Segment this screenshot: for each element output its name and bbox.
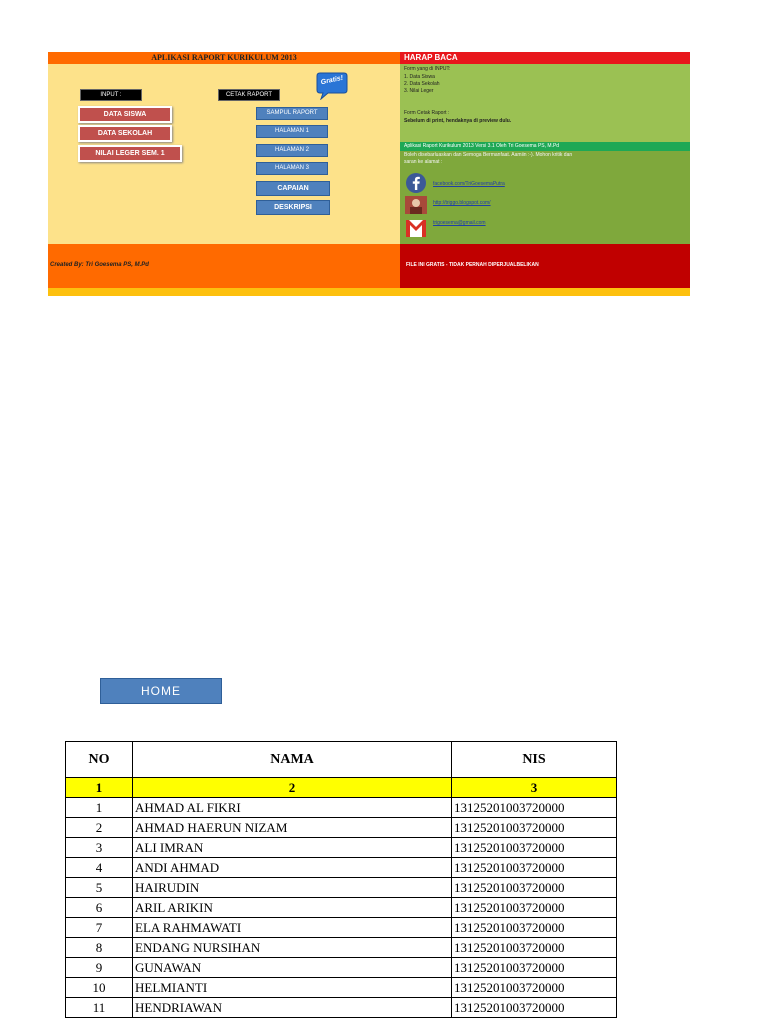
- cetak-raport-label: CETAK RAPORT: [218, 89, 280, 101]
- row-nama-cell: GUNAWAN: [133, 958, 452, 978]
- cetak-intro: Form Cetak Raport :: [404, 110, 450, 116]
- data-siswa-button[interactable]: DATA SISWA: [78, 106, 172, 123]
- gmail-icon[interactable]: [405, 217, 427, 237]
- numbering-cell: 1: [66, 778, 133, 798]
- table-row[interactable]: [66, 878, 617, 898]
- row-nama-cell: AHMAD HAERUN NIZAM: [133, 818, 452, 838]
- bottom-strip: [48, 288, 690, 296]
- row-no-cell: 2: [66, 818, 133, 838]
- row-nis-cell: 13125201003720000: [452, 998, 617, 1018]
- data-sekolah-button[interactable]: DATA SEKOLAH: [78, 125, 172, 142]
- table-row[interactable]: [66, 898, 617, 918]
- version-text: Aplikasi Raport Kurikulum 2013 Versi 3.1 Oleh Tri Goesema PS, M.Pd: [404, 143, 560, 149]
- blog-link[interactable]: http://triggo.blogspot.com/: [433, 200, 491, 206]
- info-panel-top: [400, 64, 690, 142]
- input-item-1: 1. Data Siswa: [404, 74, 435, 80]
- row-no-cell: 11: [66, 998, 133, 1018]
- row-no-cell: 5: [66, 878, 133, 898]
- halaman-2-button[interactable]: HALAMAN 2: [256, 144, 328, 157]
- numbering-cell: 2: [133, 778, 452, 798]
- row-nama-cell: HENDRIAWAN: [133, 998, 452, 1018]
- table-row[interactable]: [66, 978, 617, 998]
- row-no-cell: 8: [66, 938, 133, 958]
- row-no-cell: 7: [66, 918, 133, 938]
- input-item-2: 2. Data Sekolah: [404, 81, 440, 87]
- row-nis-cell: 13125201003720000: [452, 958, 617, 978]
- table-row[interactable]: [66, 918, 617, 938]
- table-row[interactable]: [66, 938, 617, 958]
- row-no-cell: 10: [66, 978, 133, 998]
- row-nis-cell: 13125201003720000: [452, 858, 617, 878]
- row-no-cell: 1: [66, 798, 133, 818]
- row-nama-cell: ENDANG NURSIHAN: [133, 938, 452, 958]
- row-nis-cell: 13125201003720000: [452, 798, 617, 818]
- gratis-icon: [314, 72, 348, 105]
- row-nis-cell: 13125201003720000: [452, 818, 617, 838]
- numbering-cell: 3: [452, 778, 617, 798]
- row-nis-cell: 13125201003720000: [452, 878, 617, 898]
- column-header-nis: NIS: [452, 742, 617, 778]
- facebook-link[interactable]: facebook.com/TriGoesemaPutra: [433, 181, 505, 187]
- share-line-2: saran ke alamat :: [404, 159, 443, 165]
- input-label: INPUT :: [80, 89, 142, 101]
- input-item-3: 3. Nilai Leger: [404, 88, 434, 94]
- table-row[interactable]: [66, 838, 617, 858]
- email-link[interactable]: trigoesema@gmail.com: [433, 220, 486, 226]
- facebook-icon[interactable]: [405, 172, 427, 192]
- capaian-button[interactable]: CAPAIAN: [256, 181, 330, 196]
- table-row[interactable]: [66, 998, 617, 1018]
- app-title: APLIKASI RAPORT KURIKULUM 2013: [151, 53, 297, 62]
- deskripsi-button[interactable]: DESKRIPSI: [256, 200, 330, 215]
- cetak-note: Sebelum di print, hendaknya di preview dulu.: [404, 118, 512, 124]
- table-row[interactable]: [66, 818, 617, 838]
- row-nis-cell: 13125201003720000: [452, 838, 617, 858]
- created-by-text: Created By: Tri Goesema PS, M.Pd: [50, 262, 149, 268]
- row-nama-cell: ELA RAHMAWATI: [133, 918, 452, 938]
- student-table: [65, 741, 617, 1018]
- row-no-cell: 3: [66, 838, 133, 858]
- harap-baca-label: HARAP BACA: [404, 53, 458, 62]
- row-nama-cell: HELMIANTI: [133, 978, 452, 998]
- column-header-nama: NAMA: [133, 742, 452, 778]
- row-nama-cell: ARIL ARIKIN: [133, 898, 452, 918]
- row-nis-cell: 13125201003720000: [452, 938, 617, 958]
- column-header-no: NO: [66, 742, 133, 778]
- nilai-leger-button[interactable]: NILAI LEGER SEM. 1: [78, 145, 182, 162]
- sampul-raport-button[interactable]: SAMPUL RAPORT: [256, 107, 328, 120]
- home-button[interactable]: HOME: [100, 678, 222, 704]
- table-row[interactable]: [66, 958, 617, 978]
- row-nis-cell: 13125201003720000: [452, 898, 617, 918]
- numbering-row: [66, 778, 617, 798]
- row-nis-cell: 13125201003720000: [452, 978, 617, 998]
- row-nis-cell: 13125201003720000: [452, 918, 617, 938]
- gratis-note: FILE INI GRATIS - TIDAK PERNAH DIPERJUALBELIKAN: [406, 262, 539, 268]
- row-nama-cell: ALI IMRAN: [133, 838, 452, 858]
- row-nama-cell: AHMAD AL FIKRI: [133, 798, 452, 818]
- table-row[interactable]: [66, 858, 617, 878]
- row-no-cell: 9: [66, 958, 133, 978]
- row-nama-cell: ANDI AHMAD: [133, 858, 452, 878]
- gratis-text: Gratis!: [320, 74, 344, 87]
- share-line-1: Boleh disebarluaskan dan Semoga Bermanfaat. Aamiin :-). Mohon kritik dan: [404, 152, 573, 158]
- row-no-cell: 4: [66, 858, 133, 878]
- row-nama-cell: HAIRUDIN: [133, 878, 452, 898]
- table-row[interactable]: [66, 798, 617, 818]
- blog-avatar-icon[interactable]: [405, 196, 427, 216]
- halaman-1-button[interactable]: HALAMAN 1: [256, 125, 328, 138]
- row-no-cell: 6: [66, 898, 133, 918]
- halaman-3-button[interactable]: HALAMAN 3: [256, 162, 328, 175]
- input-intro: Form yang di INPUT:: [404, 66, 451, 72]
